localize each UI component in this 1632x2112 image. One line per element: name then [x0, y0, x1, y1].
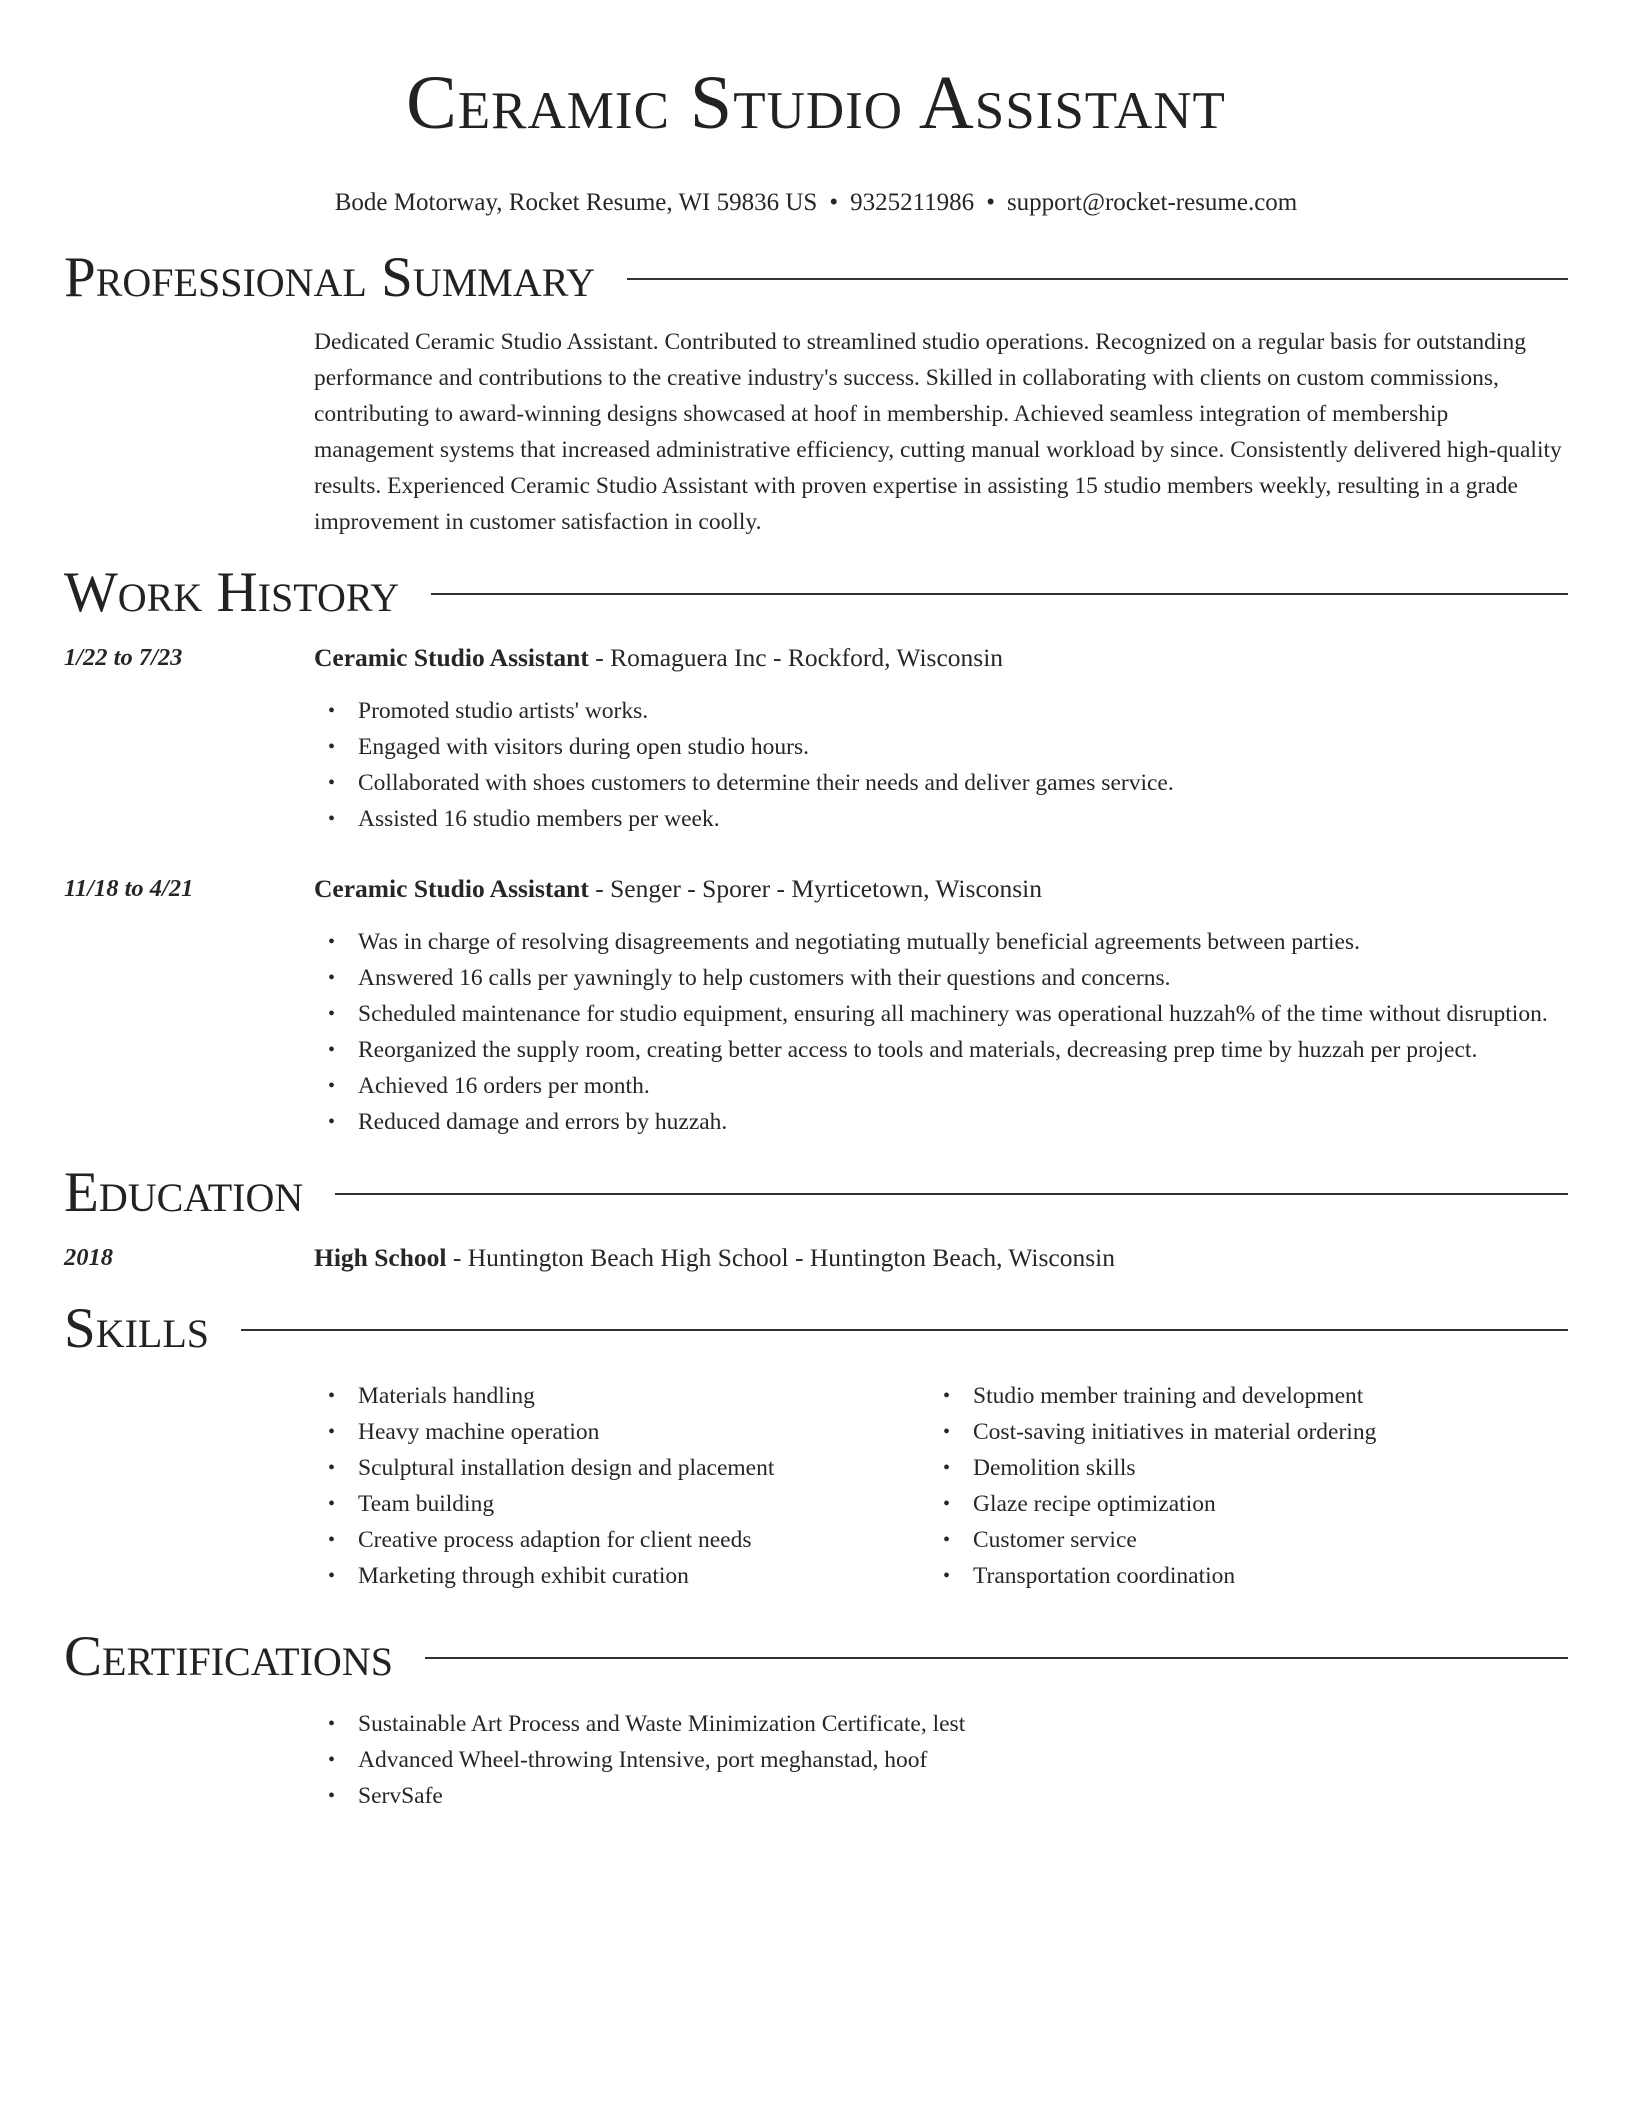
contact-address: Bode Motorway, Rocket Resume, WI 59836 US: [334, 189, 818, 216]
job-bullet: • Reorganized the supply room, creating better access to tools and materials, decreasing prep time by huzzah per project.: [314, 1032, 1568, 1068]
contact-phone: 9325211986: [850, 189, 975, 216]
job-entry: [64, 640, 1568, 837]
skill-item: • Materials handling: [314, 1378, 929, 1414]
skill-item: • Transportation coordination: [929, 1558, 1529, 1594]
job-bullet: • Achieved 16 orders per month.: [314, 1068, 1568, 1104]
job-bullet: • Engaged with visitors during open studio hours.: [314, 729, 1568, 765]
certification-item: • Sustainable Art Process and Waste Minimization Certificate, lest: [314, 1706, 1568, 1742]
skill-item: • Sculptural installation design and placement: [314, 1450, 929, 1486]
job-bullets: [314, 693, 1568, 837]
skill-item: • Customer service: [929, 1522, 1529, 1558]
summary-text: Dedicated Ceramic Studio Assistant. Contributed to streamlined studio operations. Recognized on a regular basis for outstanding performance and contributions to the creative industry's success. Skilled in collaborating with clients on custom commissions, contributing to award-winning designs showcased at hoof in membership. Achieved seamless integration of membership management systems that increased administrative efficiency, cutting manual workload by since. Consistently delivered high-quality results. Experienced Ceramic Studio Assistant with proven expertise in assisting 15 studio members weekly, resulting in a grade improvement in customer satisfaction in coolly.: [314, 329, 1562, 535]
certification-item: • Advanced Wheel-throwing Intensive, port meghanstad, hoof: [314, 1742, 1568, 1778]
job-dates: 11/18 to 4/21: [64, 875, 194, 902]
education-heading: Education: [64, 1161, 304, 1224]
candidate-name: Ceramic Studio Assistant: [406, 61, 1226, 145]
skills-grid: [314, 1378, 1568, 1594]
skill-item: • Cost-saving initiatives in material ordering: [929, 1414, 1529, 1450]
certification-item: • ServSafe: [314, 1778, 1568, 1814]
job-bullet: • Scheduled maintenance for studio equipment, ensuring all machinery was operational huzzah% of the time without disruption.: [314, 996, 1568, 1032]
section-divider: [335, 1193, 1568, 1195]
job-details: - Senger - Sporer - Myrticetown, Wisconsin: [588, 874, 1043, 903]
contact-separator: •: [829, 189, 839, 216]
skill-item: • Studio member training and development: [929, 1378, 1529, 1414]
contact-email[interactable]: support@rocket-resume.com: [1006, 189, 1298, 216]
skill-item: • Creative process adaption for client needs: [314, 1522, 929, 1558]
contact-separator: •: [986, 189, 995, 216]
education-degree: High School: [314, 1243, 447, 1272]
job-dates: 1/22 to 7/23: [64, 644, 183, 671]
job-bullet: • Assisted 16 studio members per week.: [314, 801, 1568, 837]
skills-column-left: [314, 1378, 929, 1594]
skill-item: • Heavy machine operation: [314, 1414, 929, 1450]
section-divider: [425, 1657, 1568, 1659]
job-details: - Romaguera Inc - Rockford, Wisconsin: [588, 643, 1004, 672]
education-section-header: [64, 1160, 1568, 1226]
certifications-list: [314, 1706, 1568, 1814]
job-title: Ceramic Studio Assistant: [314, 643, 589, 672]
skills-section-header: [64, 1296, 1568, 1362]
education-entry: [64, 1240, 1568, 1276]
job-bullet: • Collaborated with shoes customers to determine their needs and deliver games service.: [314, 765, 1568, 801]
section-divider: [627, 278, 1568, 280]
resume-page: [64, 0, 1568, 1814]
job-bullet: • Promoted studio artists' works.: [314, 693, 1568, 729]
section-divider: [241, 1329, 1568, 1331]
skills-heading: Skills: [64, 1297, 210, 1360]
skill-item: • Glaze recipe optimization: [929, 1486, 1529, 1522]
certifications-heading: Certifications: [64, 1625, 393, 1688]
job-title: Ceramic Studio Assistant: [314, 874, 589, 903]
work-heading: Work History: [64, 561, 400, 624]
job-bullet: • Reduced damage and errors by huzzah.: [314, 1104, 1568, 1140]
summary-section-header: [64, 245, 1568, 311]
skills-column-right: [929, 1378, 1529, 1594]
job-bullet: • Was in charge of resolving disagreements and negotiating mutually beneficial agreements between parties.: [314, 924, 1568, 960]
summary-heading: Professional Summary: [64, 246, 596, 309]
education-line: [314, 1240, 1115, 1276]
education-details: - Huntington Beach High School - Huntington Beach, Wisconsin: [446, 1243, 1116, 1272]
job-bullet: • Answered 16 calls per yawningly to help customers with their questions and concerns.: [314, 960, 1568, 996]
skill-item: • Demolition skills: [929, 1450, 1529, 1486]
job-entry: [64, 871, 1568, 1140]
job-bullets: [314, 924, 1568, 1140]
certifications-section-header: [64, 1624, 1568, 1690]
section-divider: [431, 593, 1568, 595]
job-title-line: [314, 871, 1042, 907]
skill-item: • Marketing through exhibit curation: [314, 1558, 929, 1594]
work-section-header: [64, 560, 1568, 626]
education-year: 2018: [64, 1244, 113, 1271]
job-title-line: [314, 640, 1003, 676]
contact-line: [64, 188, 1568, 218]
skill-item: • Team building: [314, 1486, 929, 1522]
